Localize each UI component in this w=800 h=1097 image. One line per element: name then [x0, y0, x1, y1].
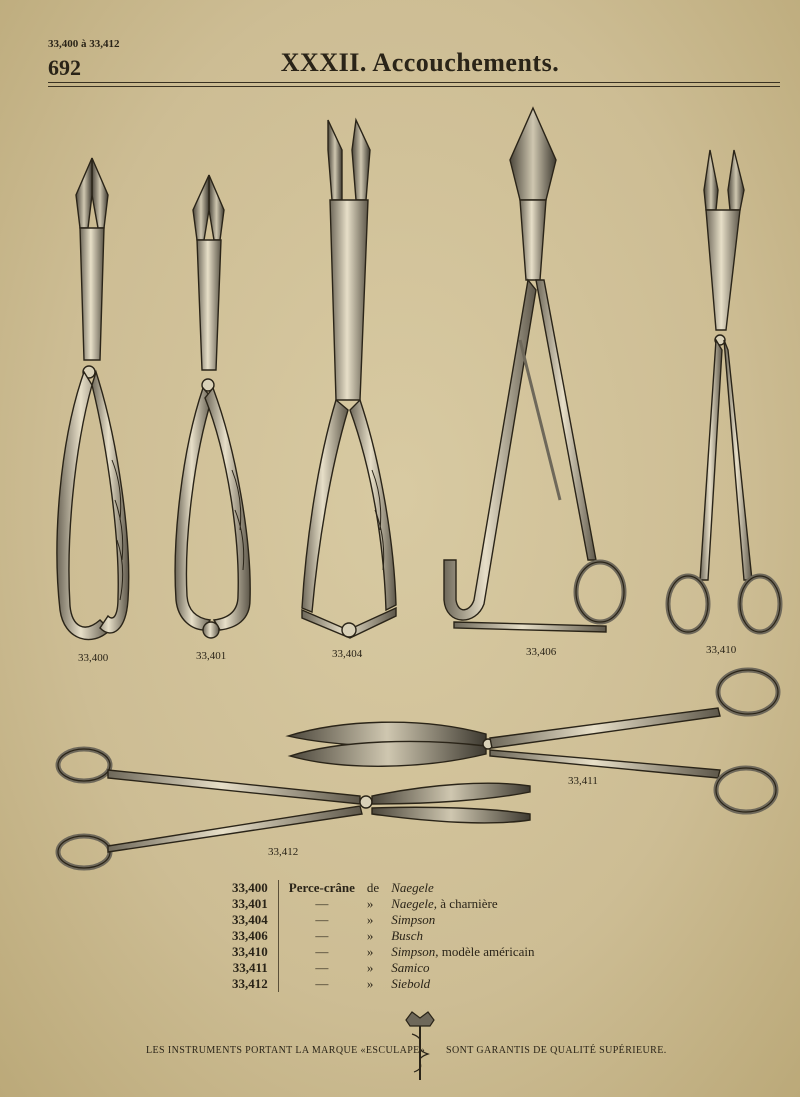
- catalog-number: 33,411: [226, 960, 278, 976]
- catalog-sep: »: [366, 976, 374, 991]
- instrument-33411: [288, 670, 778, 812]
- catalog-sep: »: [366, 944, 374, 959]
- footer-right-text: SONT GARANTIS DE QUALITÉ SUPÉRIEURE.: [446, 1045, 667, 1056]
- catalog-number: 33,401: [226, 896, 278, 912]
- catalog-number: 33,400: [226, 880, 278, 896]
- catalog-item: —: [315, 912, 329, 927]
- catalog-maker: Siebold: [391, 976, 431, 991]
- catalog-maker: Naegele,: [391, 896, 438, 911]
- catalog-maker: Busch: [391, 928, 423, 943]
- catalog-number: 33,410: [226, 944, 278, 960]
- catalog-sep: »: [366, 912, 374, 927]
- figure-label: 33,401: [196, 650, 227, 662]
- catalog-sep: de: [366, 880, 380, 895]
- catalog-item: —: [315, 944, 329, 959]
- instrument-33401: [175, 175, 250, 638]
- catalog-detail: modèle américain: [441, 944, 535, 959]
- catalog-table: [226, 880, 541, 992]
- catalog-sep: »: [366, 960, 374, 975]
- table-row: [226, 976, 541, 992]
- footer-left-text: LES INSTRUMENTS PORTANT LA MARQUE «ESCULAPE»: [146, 1045, 426, 1056]
- page-title: XXXII. Accouchements.: [280, 48, 560, 77]
- instrument-33400: [57, 158, 129, 640]
- instrument-33406: [444, 108, 624, 632]
- figure-label: 33,412: [268, 846, 299, 858]
- figure-label: 33,404: [332, 648, 363, 660]
- instrument-33404: [302, 120, 396, 638]
- figure-label: 33,411: [568, 775, 598, 787]
- table-row: [226, 928, 541, 944]
- catalog-item: —: [315, 976, 329, 991]
- table-row: [226, 880, 541, 896]
- table-row: [226, 944, 541, 960]
- catalog-number: 33,412: [226, 976, 278, 992]
- figure-label: 33,400: [78, 652, 109, 664]
- catalog-item: —: [315, 960, 329, 975]
- catalog-sep: »: [366, 896, 374, 911]
- table-row: [226, 912, 541, 928]
- catalog-maker: Naegele: [391, 880, 434, 895]
- catalog-maker: Samico: [391, 960, 430, 975]
- catalog-item: —: [315, 928, 329, 943]
- page-range: 33,400 à 33,412: [48, 38, 120, 50]
- catalog-maker: Simpson: [391, 912, 436, 927]
- catalog-item: —: [315, 896, 329, 911]
- table-row: [226, 896, 541, 912]
- table-row: [226, 960, 541, 976]
- catalog-sep: »: [366, 928, 374, 943]
- catalog-number: 33,404: [226, 912, 278, 928]
- figure-label: 33,410: [706, 644, 737, 656]
- catalog-item: Perce-crâne: [288, 880, 355, 895]
- catalog-number: 33,406: [226, 928, 278, 944]
- page-number: 692: [48, 55, 81, 80]
- catalog-maker: Simpson,: [391, 944, 439, 959]
- catalog-detail: à charnière: [440, 896, 498, 911]
- figure-label: 33,406: [526, 646, 557, 658]
- instrument-33410: [668, 150, 780, 632]
